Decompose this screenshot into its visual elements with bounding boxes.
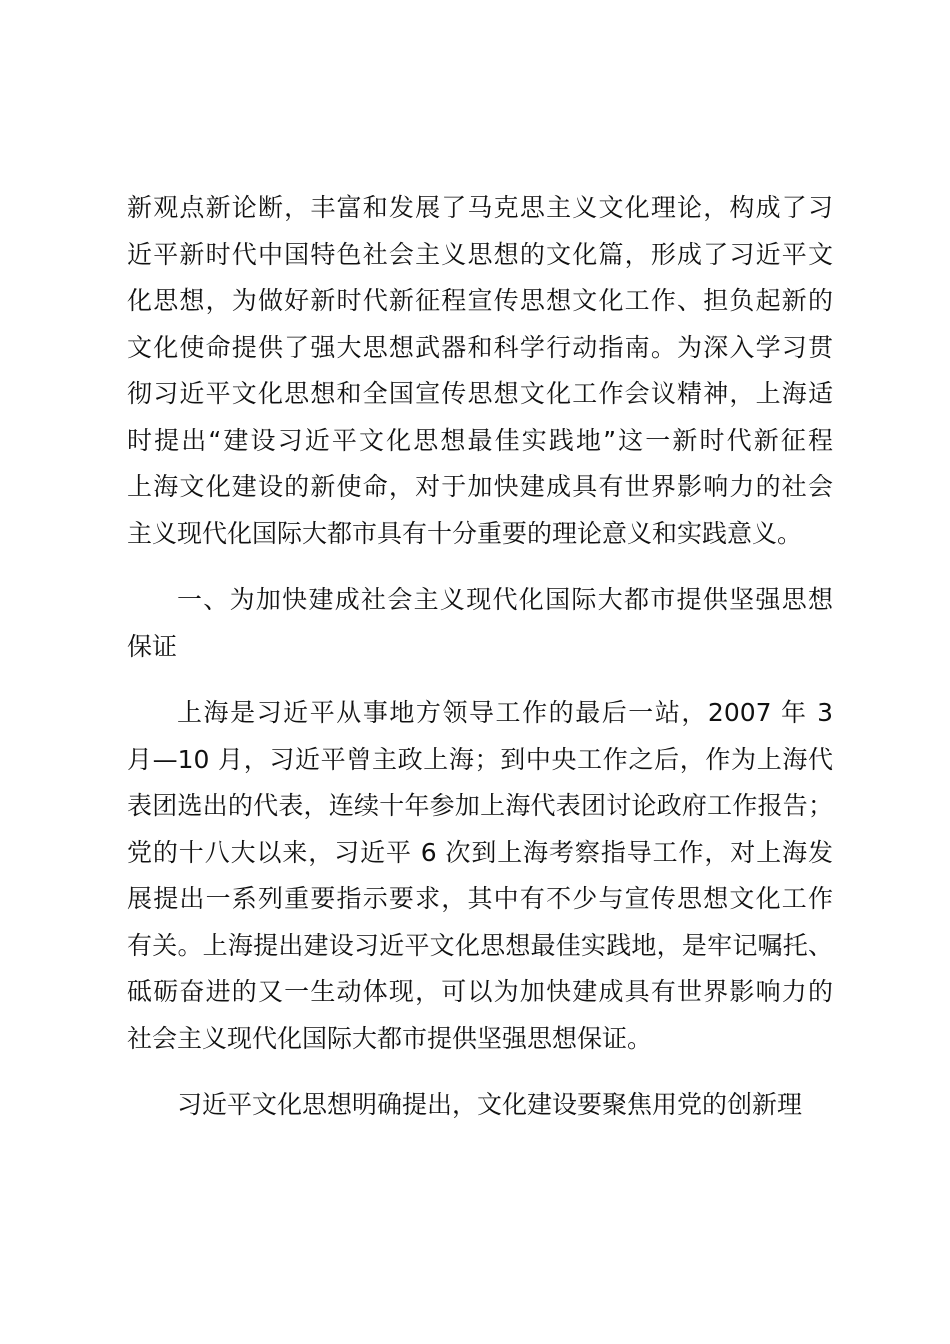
body-paragraph	[127, 185, 833, 557]
paragraph-line: 近平新时代中国特色社会主义思想的文化篇，形成了习近平文	[127, 239, 833, 269]
paragraph-line: 文化使命提供了强大思想武器和科学行动指南。为深入学习贯	[127, 332, 833, 362]
paragraph-line: 表团选出的代表，连续十年参加上海代表团讨论政府工作报告；	[127, 791, 833, 820]
paragraph-line: 上海文化建设的新使命，对于加快建成具有世界影响力的社会	[127, 472, 833, 501]
paragraph-line: 党的十八大以来，习近平 6 次到上海考察指导工作，对上海发	[127, 837, 833, 867]
paragraph-line: 砥砺奋进的又一生动体现，可以为加快建成具有世界影响力的	[127, 977, 833, 1006]
body-paragraph	[127, 1082, 833, 1129]
paragraph-line: 展提出一系列重要指示要求，其中有不少与宣传思想文化工作	[127, 884, 833, 913]
section-heading	[127, 577, 833, 670]
paragraph-line: 新观点新论断，丰富和发展了马克思主义文化理论，构成了习	[127, 193, 833, 222]
paragraph-line: 习近平文化思想明确提出，文化建设要聚焦用党的创新理	[177, 1090, 803, 1119]
heading-line: 保证	[127, 631, 178, 661]
heading-line: 一、为加快建成社会主义现代化国际大都市提供坚强思想	[177, 585, 833, 614]
paragraph-line: 主义现代化国际大都市具有十分重要的理论意义和实践意义。	[127, 518, 803, 548]
paragraph-line: 彻习近平文化思想和全国宣传思想文化工作会议精神，上海适	[127, 379, 833, 408]
paragraph-line: 有关。上海提出建设习近平文化思想最佳实践地，是牢记嘱托、	[127, 930, 833, 960]
body-paragraph	[127, 690, 833, 1062]
document-body	[127, 185, 833, 1129]
paragraph-line: 月—10 月，习近平曾主政上海；到中央工作之后，作为上海代	[127, 744, 833, 774]
paragraph-line: 时提出“建设习近平文化思想最佳实践地”这一新时代新征程	[127, 425, 833, 455]
paragraph-line: 上海是习近平从事地方领导工作的最后一站，2007 年 3	[177, 698, 833, 727]
paragraph-line: 社会主义现代化国际大都市提供坚强思想保证。	[127, 1023, 653, 1053]
paragraph-line: 化思想，为做好新时代新征程宣传思想文化工作、担负起新的	[127, 286, 833, 315]
